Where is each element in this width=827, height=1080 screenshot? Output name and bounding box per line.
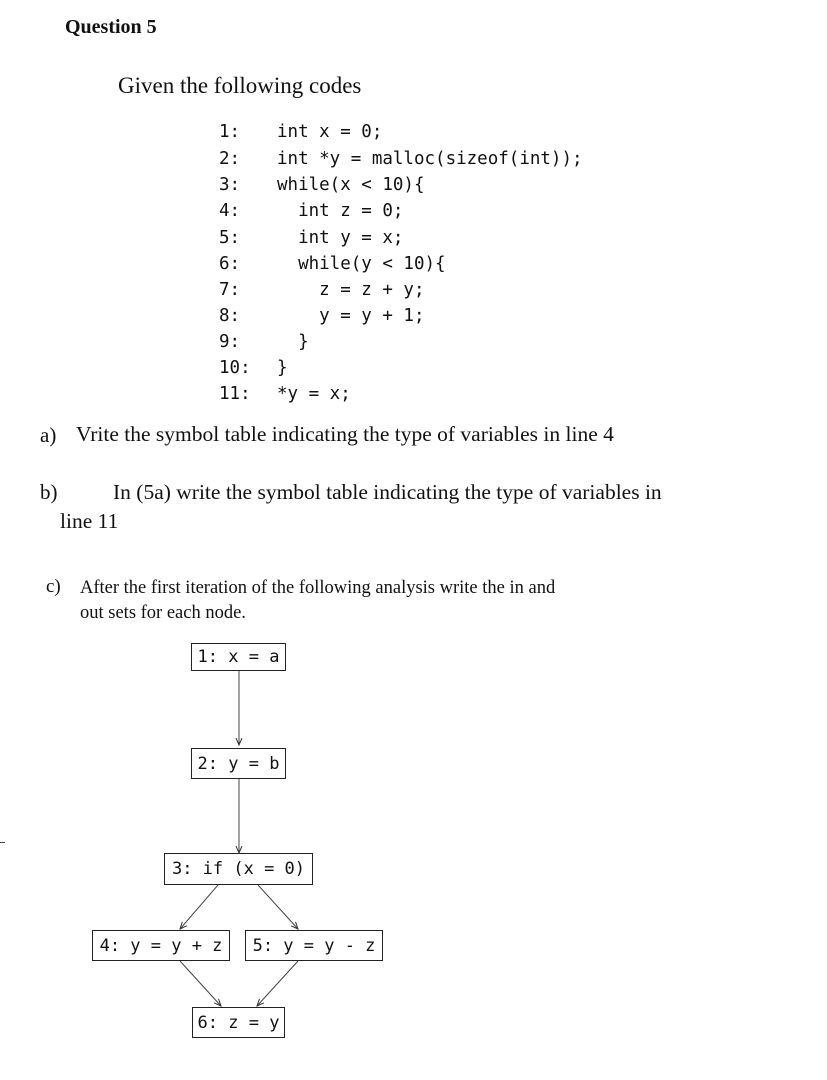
edge-4-6	[180, 961, 221, 1006]
code-line: z = z + y;	[277, 280, 425, 300]
code-line: int x = 0;	[277, 122, 383, 142]
edge-3-4	[180, 885, 218, 929]
part-b-label: b)	[40, 480, 58, 504]
line-number: 4:	[219, 201, 241, 221]
code-line: while(x < 10){	[277, 175, 425, 195]
flow-node-6: 6: z = y	[192, 1007, 285, 1038]
code-line: *y = x;	[277, 384, 351, 404]
line-number: 8:	[219, 306, 241, 326]
line-number: 9:	[219, 332, 241, 352]
line-number: 3:	[219, 175, 241, 195]
code-line: int z = 0;	[277, 201, 404, 221]
code-line: }	[277, 332, 309, 352]
flow-node-2: 2: y = b	[191, 748, 286, 779]
part-c-label: c)	[46, 576, 61, 597]
part-c-text: After the first iteration of the following analysis write the in and	[80, 578, 556, 598]
part-c-text-cont: out sets for each node.	[80, 603, 246, 623]
line-number: 11:	[219, 384, 251, 404]
flow-node-3: 3: if (x = 0)	[164, 853, 313, 885]
code-line: int *y = malloc(sizeof(int));	[277, 149, 583, 169]
flow-node-1: 1: x = a	[191, 643, 286, 671]
line-number: 6:	[219, 254, 241, 274]
line-number: 7:	[219, 280, 241, 300]
line-number: 5:	[219, 228, 241, 248]
flow-node-4: 4: y = y + z	[92, 930, 230, 961]
edge-5-6	[257, 961, 298, 1006]
line-number: 1:	[219, 122, 241, 142]
part-a-label: a)	[40, 423, 57, 447]
code-line: }	[277, 358, 288, 378]
code-line: y = y + 1;	[277, 306, 425, 326]
flow-node-5: 5: y = y - z	[245, 930, 383, 961]
question-title: Question 5	[65, 16, 157, 38]
code-line: while(y < 10){	[277, 254, 446, 274]
intro-text: Given the following codes	[118, 73, 362, 98]
line-number: 10:	[219, 358, 251, 378]
part-b-text: In (5a) write the symbol table indicating the type of variables in	[113, 480, 662, 504]
code-line: int y = x;	[277, 228, 404, 248]
edge-3-5	[258, 885, 298, 929]
margin-mark	[0, 842, 5, 843]
part-b-text-cont: line 11	[60, 509, 119, 533]
line-number: 2:	[219, 149, 241, 169]
part-a-text: Vrite the symbol table indicating the type of variables in line 4	[76, 422, 614, 446]
